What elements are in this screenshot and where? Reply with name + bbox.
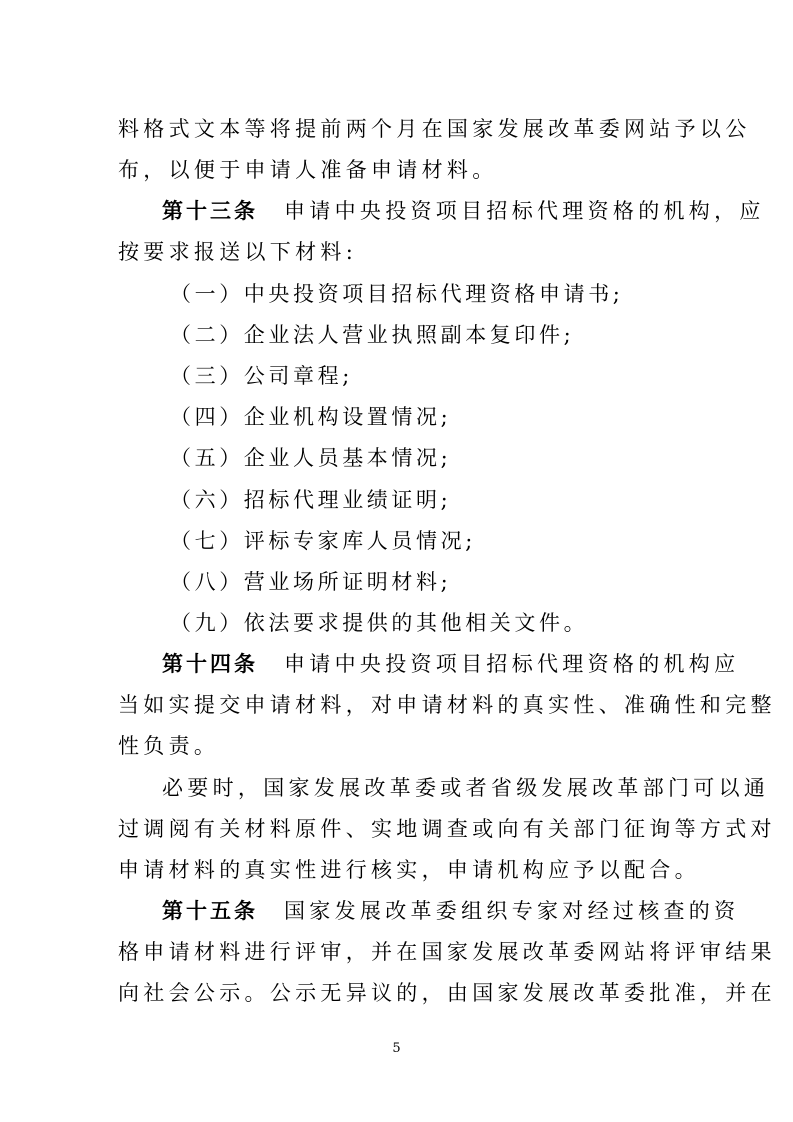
- article-13: [162, 198, 765, 224]
- article-14-text: 申请中央投资项目招标代理资格的机构应: [284, 652, 740, 676]
- list-item: （一）中央投资项目招标代理资格申请书;: [170, 282, 624, 306]
- article-15-text: 国家发展改革委组织专家对经过核查的资: [284, 899, 740, 923]
- text-line: 格申请材料进行评审，并在国家发展改革委网站将评审结果: [118, 940, 776, 964]
- list-item: （九）依法要求提供的其他相关文件。: [170, 611, 589, 635]
- list-item: （七）评标专家库人员情况;: [170, 529, 476, 553]
- text-line: 当如实提交申请材料，对申请材料的真实性、准确性和完整: [118, 693, 776, 717]
- list-item: （八）营业场所证明材料;: [170, 570, 452, 594]
- text-line: 向社会公示。公示无异议的，由国家发展改革委批准，并在: [118, 981, 776, 1005]
- text-line: 按要求报送以下材料:: [118, 240, 358, 264]
- article-15-title: 第十五条: [162, 898, 258, 923]
- list-item: （二）企业法人营业执照副本复印件;: [170, 323, 575, 347]
- list-item: （三）公司章程;: [170, 364, 353, 388]
- text-line: 料格式文本等将提前两个月在国家发展改革委网站予以公: [118, 117, 751, 141]
- article-14-title: 第十四条: [162, 651, 258, 676]
- text-line: 布，以便于申请人准备申请材料。: [118, 158, 498, 182]
- text-line: 申请材料的真实性进行核实，申请机构应予以配合。: [118, 858, 700, 882]
- article-15: [162, 898, 740, 924]
- list-item: （六）招标代理业绩证明;: [170, 488, 452, 512]
- article-14: [162, 651, 740, 677]
- text-line: 必要时，国家发展改革委或者省级发展改革部门可以通: [162, 776, 770, 800]
- text-line: 过调阅有关材料原件、实地调查或向有关部门征询等方式对: [118, 817, 776, 841]
- text-line: 性负责。: [118, 734, 220, 758]
- list-item: （五）企业人员基本情况;: [170, 446, 452, 470]
- article-13-title: 第十三条: [162, 198, 258, 223]
- page-number: 5: [392, 1041, 401, 1056]
- list-item: （四）企业机构设置情况;: [170, 405, 452, 429]
- article-13-text: 申请中央投资项目招标代理资格的机构，应: [284, 199, 765, 223]
